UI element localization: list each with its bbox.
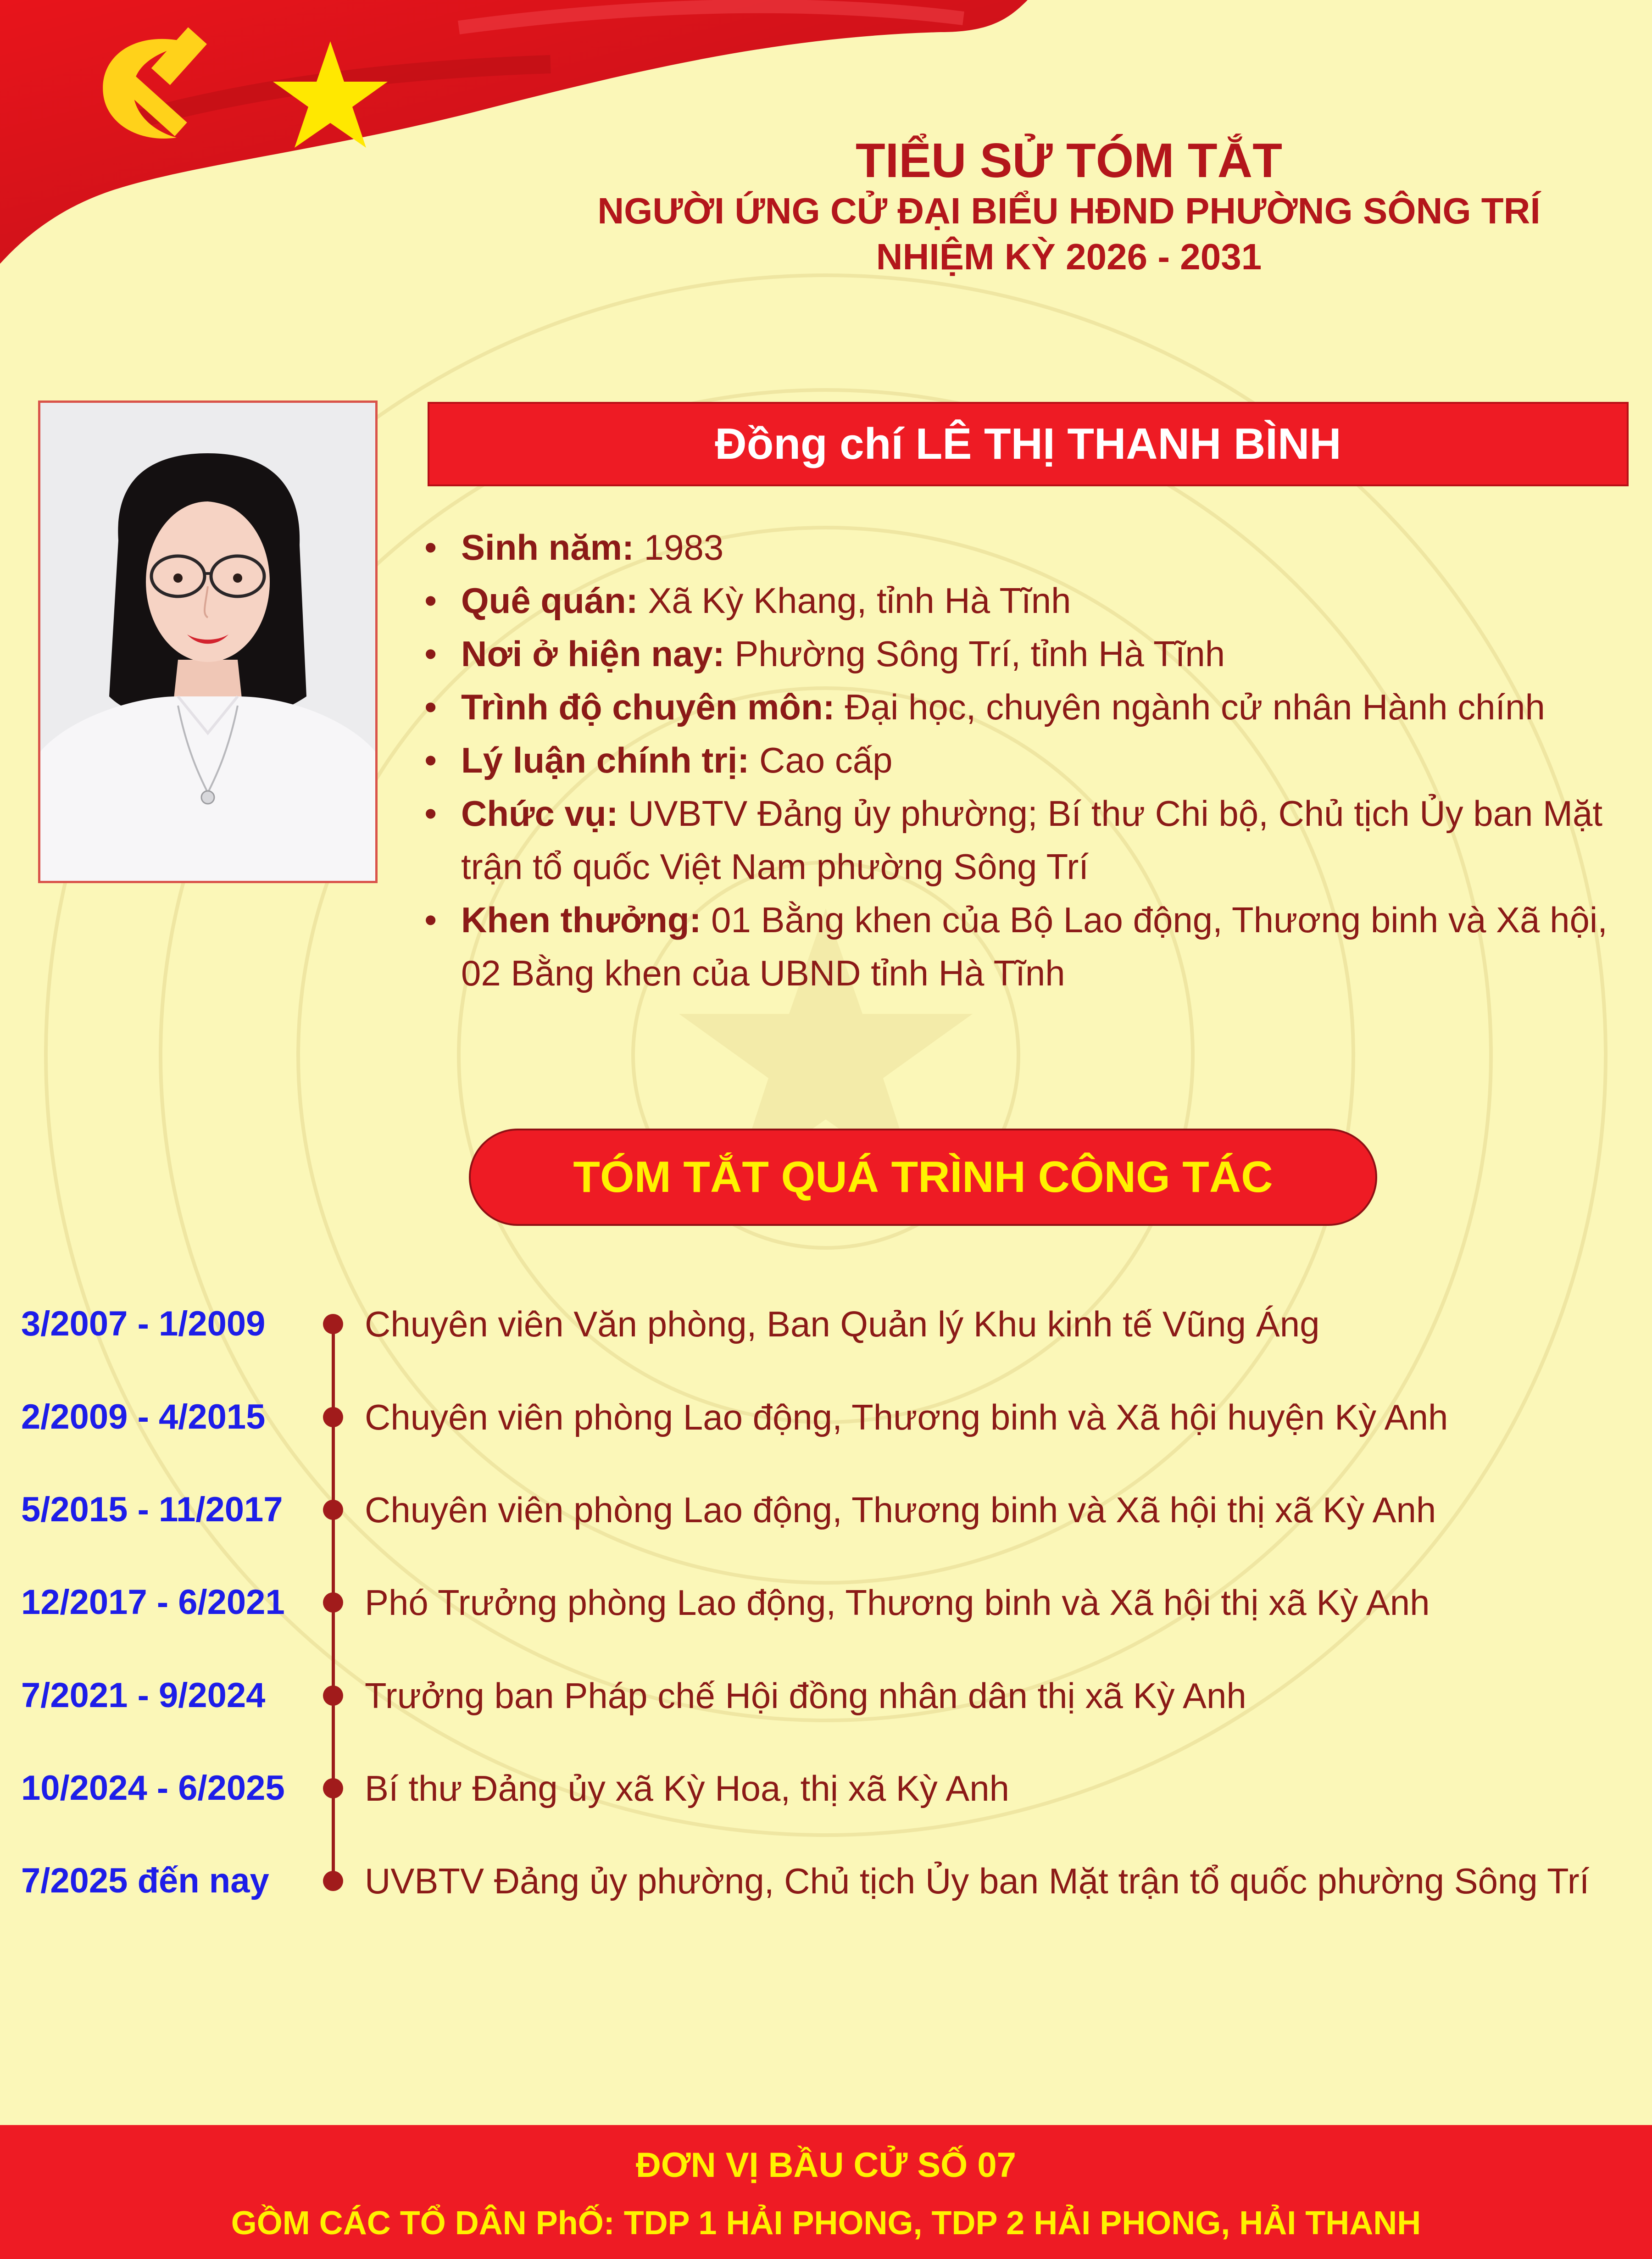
document-subtitle-1: NGƯỜI ỨNG CỬ ĐẠI BIỂU HĐND PHƯỜNG SÔNG TRÍ <box>597 190 1541 231</box>
timeline-row <box>0 1296 1652 1352</box>
timeline-period: 12/2017 - 6/2021 <box>21 1583 285 1622</box>
timeline-dot-icon <box>323 1407 343 1427</box>
timeline-row <box>0 1482 1652 1537</box>
document-header <box>541 133 1596 280</box>
timeline-period: 10/2024 - 6/2025 <box>21 1769 285 1808</box>
timeline-role: Phó Trưởng phòng Lao động, Thương binh và Xã hội thị xã Kỳ Anh <box>365 1582 1430 1623</box>
timeline-row <box>0 1853 1652 1908</box>
timeline-dot-icon <box>323 1500 343 1520</box>
timeline-dot-icon <box>323 1314 343 1334</box>
timeline-row <box>0 1390 1652 1445</box>
candidate-info-list <box>424 521 1635 1000</box>
timeline-period: 7/2021 - 9/2024 <box>21 1676 266 1715</box>
timeline-role: Bí thư Đảng ủy xã Kỳ Hoa, thị xã Kỳ Anh <box>365 1768 1009 1808</box>
timeline-role: Chuyên viên phòng Lao động, Thương binh và Xã hội thị xã Kỳ Anh <box>365 1490 1436 1530</box>
info-item-awards: • Khen thưởng: 01 Bằng khen của Bộ Lao động, Thương binh và Xã hội, 02 Bằng khen của UBND tỉnh Hà Tĩnh <box>424 900 1608 993</box>
timeline-dot-icon <box>323 1592 343 1613</box>
electoral-unit: ĐƠN VỊ BẦU CỬ SỐ 07 <box>636 2146 1016 2185</box>
info-item-birth-year: • Sinh năm: 1983 <box>424 527 724 568</box>
timeline-role: Chuyên viên phòng Lao động, Thương binh và Xã hội huyện Kỳ Anh <box>365 1397 1448 1437</box>
info-item-residence: • Nơi ở hiện nay: Phường Sông Trí, tỉnh Hà Tĩnh <box>424 634 1225 674</box>
timeline-dot-icon <box>323 1871 343 1891</box>
timeline-dot-icon <box>323 1686 343 1706</box>
candidate-photo <box>38 401 378 883</box>
candidate-name-banner: Đồng chí LÊ THỊ THANH BÌNH <box>428 402 1629 486</box>
timeline-role: UVBTV Đảng ủy phường, Chủ tịch Ủy ban Mặt trận tổ quốc phường Sông Trí <box>365 1861 1590 1901</box>
timeline-period: 7/2025 đến nay <box>21 1861 269 1900</box>
document-title: TIỂU SỬ TÓM TẮT <box>856 134 1282 188</box>
electoral-unit-areas: GỒM CÁC TỔ DÂN PhỐ: TDP 1 HẢI PHONG, TDP 2 HẢI PHONG, HẢI THANH <box>231 2205 1421 2242</box>
timeline-period: 2/2009 - 4/2015 <box>21 1397 266 1436</box>
timeline-row <box>0 1668 1652 1723</box>
timeline-role: Chuyên viên Văn phòng, Ban Quản lý Khu kinh tế Vũng Áng <box>365 1304 1320 1344</box>
info-item-position: • Chức vụ: UVBTV Đảng ủy phường; Bí thư Chi bộ, Chủ tịch Ủy ban Mặt trận tổ quốc Việt Nam phường Sông Trí <box>424 793 1603 887</box>
info-item-education: • Trình độ chuyên môn: Đại học, chuyên ngành cử nhân Hành chính <box>424 687 1545 727</box>
timeline-row <box>0 1575 1652 1630</box>
work-history-heading: TÓM TẮT QUÁ TRÌNH CÔNG TÁC <box>469 1129 1377 1226</box>
timeline-dot-icon <box>323 1778 343 1798</box>
timeline-role: Trưởng ban Pháp chế Hội đồng nhân dân thị xã Kỳ Anh <box>365 1675 1246 1716</box>
footer-banner <box>0 2125 1652 2259</box>
timeline-period: 5/2015 - 11/2017 <box>21 1490 283 1529</box>
document-subtitle-2: NHIỆM KỲ 2026 - 2031 <box>876 236 1262 277</box>
timeline-row <box>0 1761 1652 1816</box>
timeline-period: 3/2007 - 1/2009 <box>21 1304 266 1343</box>
info-item-political-theory: • Lý luận chính trị: Cao cấp <box>424 740 893 780</box>
info-item-hometown: • Quê quán: Xã Kỳ Khang, tỉnh Hà Tĩnh <box>424 580 1071 621</box>
